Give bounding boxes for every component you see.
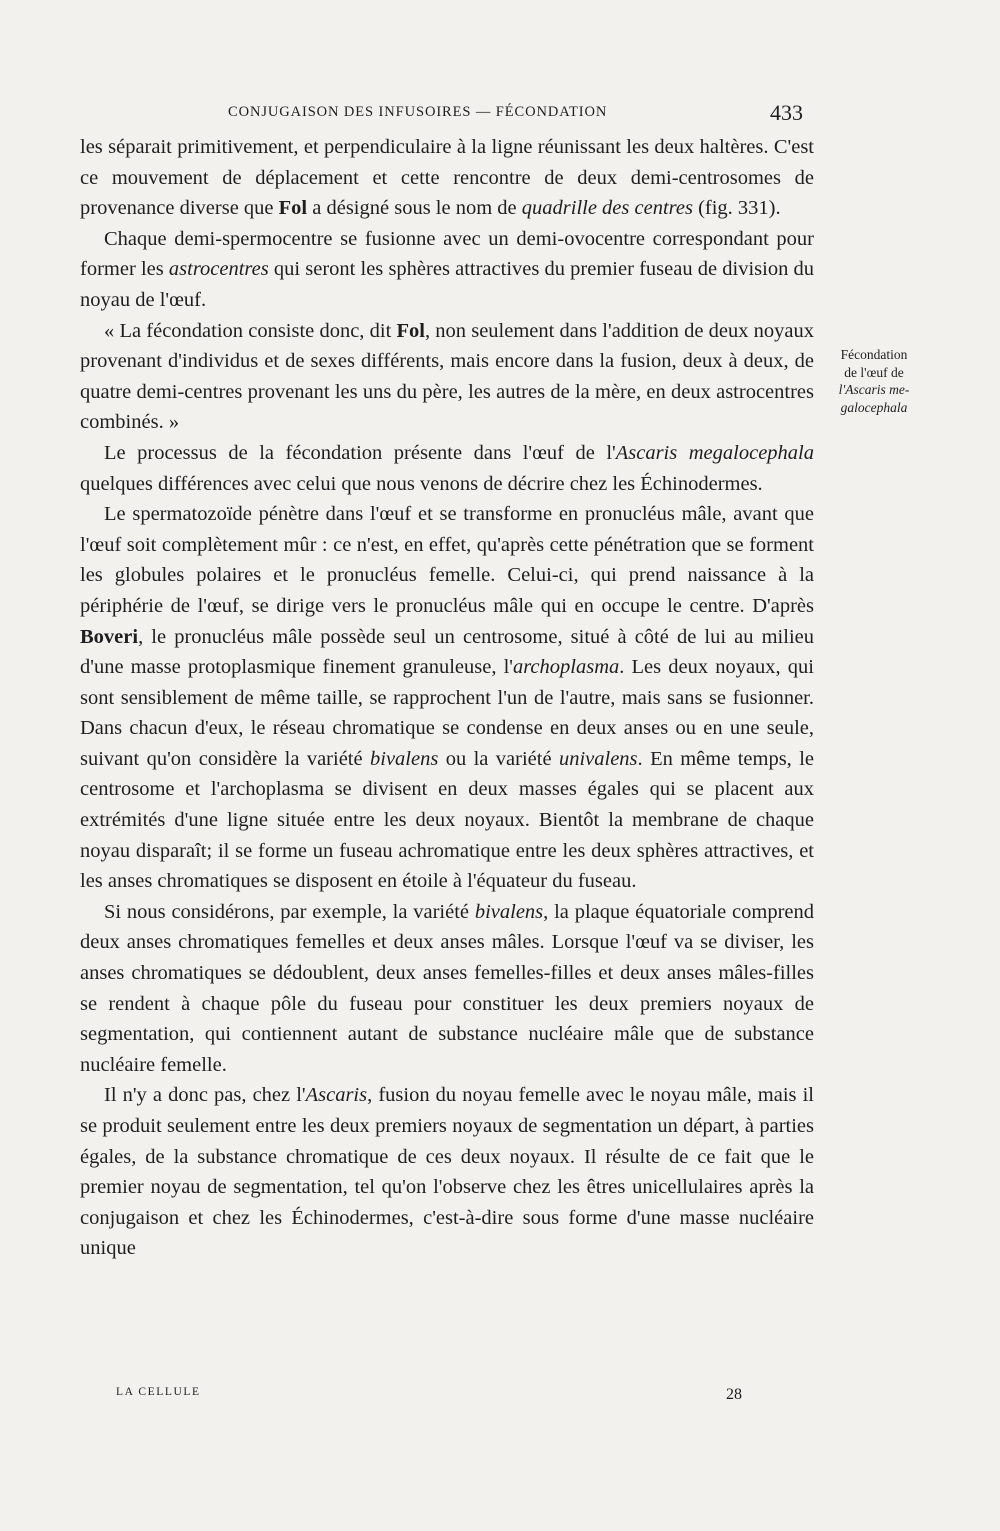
italic-term: bivalens: [370, 747, 439, 770]
text-run: a désigné sous le nom de: [307, 197, 522, 220]
italic-term: quadrille des centres: [521, 197, 693, 220]
text-run: . En même temps, le centrosome et l'archoplasma se divisent en deux masses égales qui se placent aux extrémités d'une ligne située entre les deux noyaux. Bientôt la membrane de chaque noyau disparaît; il se forme un fuseau achromatique entre les deux sphères attractives, et les anses chromatiques se disposent en étoile à l'équateur du fuseau.: [80, 747, 814, 893]
author-name: Fol: [396, 319, 425, 342]
paragraph-7: [80, 1080, 814, 1264]
footer-journal: LA CELLULE: [116, 1386, 201, 1398]
italic-term: univalens: [558, 747, 638, 770]
text-run: Il n'y a donc pas, chez l': [104, 1084, 306, 1107]
italic-term: bivalens: [474, 900, 544, 923]
author-name: Fol: [278, 197, 308, 220]
text-run: Si nous considérons, par exemple, la variété: [104, 900, 475, 923]
text-run: les séparait primitivement, et perpendiculaire à la ligne réunissant les deux haltères. C'est ce mouvement de déplacement et cette rencontre de deux demi-centrosomes de provenance diverse que: [80, 136, 814, 220]
text-run: ou la variété: [438, 747, 559, 770]
author-name: Boveri: [80, 625, 139, 648]
text-run: , le pronucléus mâle possède seul un centrosome, situé à côté de lui au milieu d'une masse protoplasmique finement granuleuse, l': [80, 625, 814, 679]
margin-note-line: galocephala: [840, 399, 908, 415]
text-run: , la plaque équatoriale comprend deux anses chromatiques femelles et deux anses mâles. Lorsque l'œuf va se diviser, les anses chromatiques se dédoublent, deux anses femelles-filles et deux anses mâles-filles se rendent à chaque pôle du fuseau pour constituer les deux premiers noyaux de segmentation, qui contiennent autant de substance nucléaire mâle que de substance nucléaire femelle.: [80, 900, 814, 1076]
text-run: , non seulement dans l'addition de deux noyaux provenant d'individus et de sexes différents, mais encore dans la fusion, deux à deux, de quatre demi-centres provenant les uns du père, les autres de la mère, en deux astrocentres combinés. »: [80, 319, 815, 434]
body-text: [80, 132, 814, 1264]
paragraph-3: [80, 316, 814, 438]
signature-mark: 28: [726, 1386, 742, 1403]
italic-term: Ascaris: [305, 1084, 368, 1107]
page-number: 433: [770, 100, 803, 125]
paragraph-1: [80, 132, 814, 224]
paragraph-2: [80, 224, 814, 316]
text-run: Chaque demi-spermocentre se fusionne avec un demi-ovocentre correspondant pour former les: [80, 227, 814, 281]
text-run: (fig. 331).: [692, 197, 781, 220]
margin-note-line: de l'œuf de: [844, 364, 904, 380]
margin-note-line: l'Ascaris me-: [838, 382, 910, 397]
text-run: qui seront les sphères attractives du premier fuseau de division du noyau de l'œuf.: [80, 258, 815, 311]
italic-term: Ascaris megalocephala: [615, 441, 814, 464]
text-run: « La fécondation consiste donc, dit: [104, 319, 397, 342]
text-run: , fusion du noyau femelle avec le noyau mâle, mais il se produit seulement entre les deux premiers noyaux de segmentation un départ, à parties égales, de la substance chromatique de ces deux noyaux. Il résulte de ce fait que le premier noyau de segmentation, tel qu'on l'observe chez les êtres unicellulaires après la conjugaison et chez les Échinodermes, c'est-à-dire sous forme d'une masse nucléaire unique: [80, 1084, 814, 1260]
text-run: Le spermatozoïde pénètre dans l'œuf et se transforme en pronucléus mâle, avant que l'œuf soit complètement mûr : ce n'est, en effet, qu'après cette pénétration que se forment les globules polaires et le pronucléus femelle. Celui-ci, qui prend naissance à la périphérie de l'œuf, se dirige vers le pronucléus mâle qui en occupe le centre. D'après: [80, 503, 814, 617]
margin-note-line: Fécondation: [840, 347, 908, 362]
italic-term: astrocentres: [168, 258, 269, 281]
text-run: Le processus de la fécondation présente dans l'œuf de l': [104, 441, 616, 464]
italic-term: archoplasma: [512, 656, 620, 679]
paragraph-4: [80, 438, 814, 499]
paragraph-6: [80, 897, 814, 1081]
margin-note: [826, 346, 922, 416]
text-run: quelques différences avec celui que nous venons de décrire chez les Échinodermes.: [80, 472, 763, 495]
text-run: . Les deux noyaux, qui sont sensiblement de même taille, se rapprochent l'un de l'autre, mais sans se fusionner. Dans chacun d'eux, le réseau chromatique se condense en deux anses ou en une seule, suivant qu'on considère la variété: [80, 656, 814, 770]
running-head: CONJUGAISON DES INFUSOIRES — FÉCONDATION: [228, 104, 608, 120]
paragraph-5: [80, 499, 814, 897]
